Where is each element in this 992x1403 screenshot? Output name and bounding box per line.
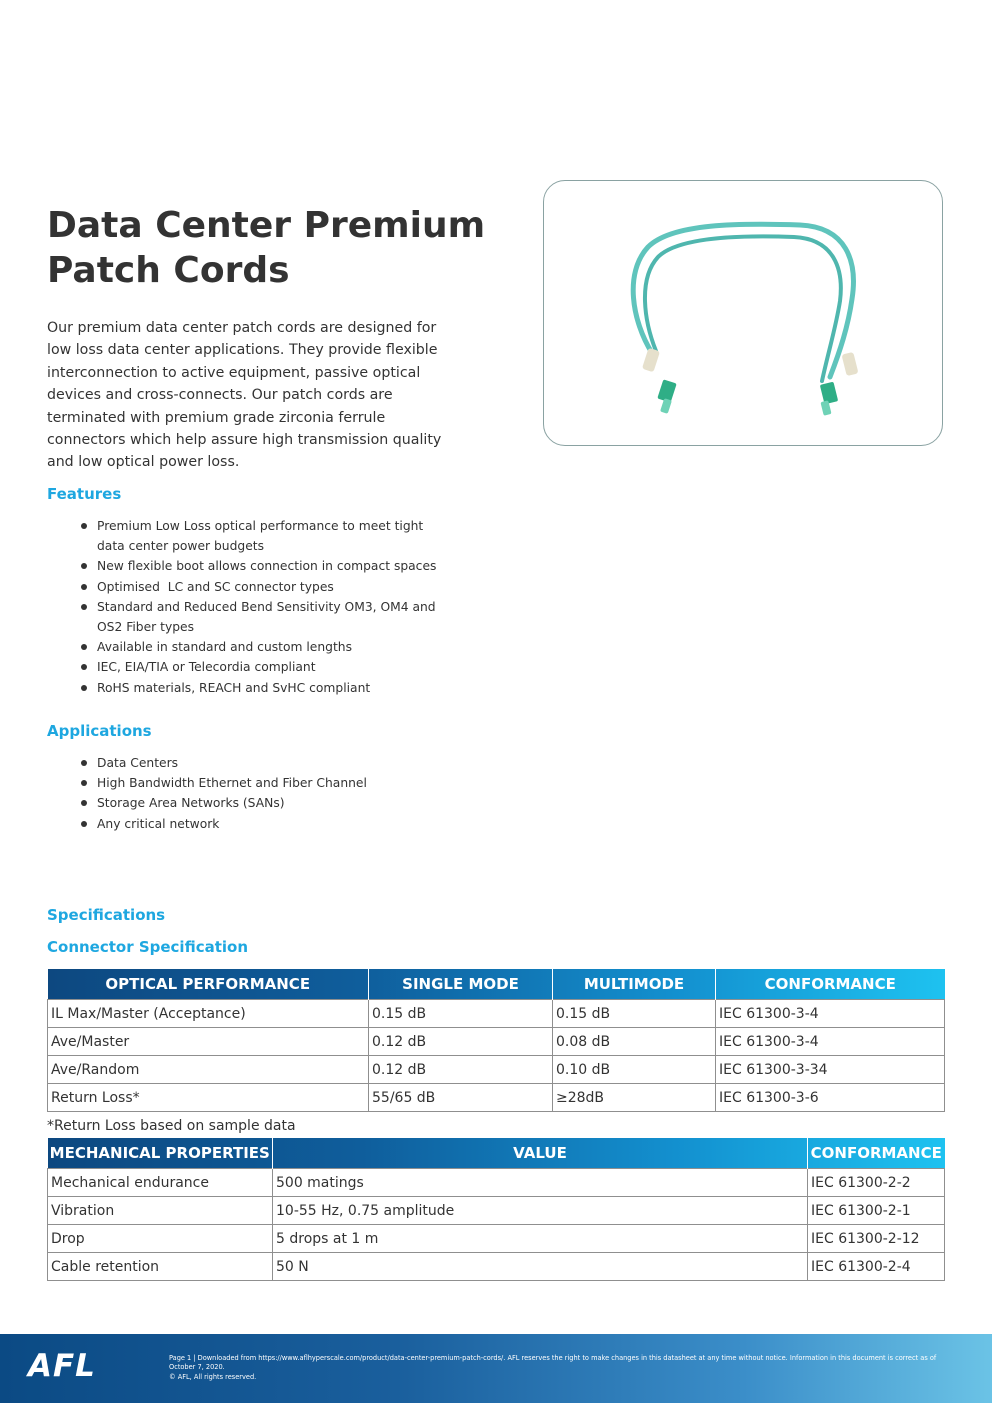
bullet-icon [81,604,87,610]
table-cell: IEC 61300-2-2 [808,1169,945,1197]
table-header-row [48,969,945,1000]
table-cell: Ave/Random [48,1056,369,1084]
table-header-cell: CONFORMANCE [808,1138,945,1169]
optical-performance-table [47,969,945,1112]
list-item: Optimised LC and SC connector types [79,577,449,597]
table-cell: IEC 61300-3-4 [716,1028,945,1056]
page-title: Data Center Premium Patch Cords [47,205,486,291]
bullet-icon [81,563,87,569]
list-item: RoHS materials, REACH and SvHC compliant [79,678,449,698]
footer-text [169,1354,969,1382]
table-header-cell: MECHANICAL PROPERTIES [48,1138,273,1169]
patch-cord-icon [544,181,943,446]
table-header-cell: VALUE [273,1138,808,1169]
table-header-row [48,1138,945,1169]
bullet-icon [81,760,87,766]
list-item: IEC, EIA/TIA or Telecordia compliant [79,657,449,677]
intro-paragraph: Our premium data center patch cords are designed for low loss data center applications. They provide flexible interconnection to active equipment, passive optical devices and cross-connects. Our patch cords are terminated with premium grade zirconia ferrule connectors which help assure high transmission quality and low optical power loss. [47,320,442,471]
table-cell: Ave/Master [48,1028,369,1056]
list-item: New flexible boot allows connection in compact spaces [79,556,449,576]
table-cell: IEC 61300-2-1 [808,1197,945,1225]
list-item: Premium Low Loss optical performance to meet tight data center power budgets [79,516,449,556]
bullet-icon [81,644,87,650]
bullet-icon [81,523,87,529]
return-loss-footnote: *Return Loss based on sample data [47,1118,296,1134]
table-cell: 500 matings [273,1169,808,1197]
bullet-icon [81,800,87,806]
list-item: Storage Area Networks (SANs) [79,793,449,813]
table-cell: Cable retention [48,1253,273,1281]
table-row [48,1000,945,1028]
footer-line: © AFL, All rights reserved. [169,1372,257,1381]
bullet-icon [81,821,87,827]
table-cell: IEC 61300-2-12 [808,1225,945,1253]
afl-logo: AFL [28,1348,96,1384]
table-cell: IEC 61300-3-6 [716,1084,945,1112]
table-row [48,1225,945,1253]
table-cell: 55/65 dB [369,1084,553,1112]
table-cell: 0.15 dB [369,1000,553,1028]
table-row [48,1197,945,1225]
table-cell: IEC 61300-3-34 [716,1056,945,1084]
table-cell: IEC 61300-3-4 [716,1000,945,1028]
table-cell: IEC 61300-2-4 [808,1253,945,1281]
table-cell: 10-55 Hz, 0.75 amplitude [273,1197,808,1225]
table-cell: Mechanical endurance [48,1169,273,1197]
footer-line: October 7, 2020. [169,1363,225,1372]
applications-list [79,753,449,834]
table-header-cell: MULTIMODE [553,969,716,1000]
list-item: Any critical network [79,814,449,834]
bullet-icon [81,584,87,590]
table-cell: 0.12 dB [369,1028,553,1056]
table-cell: ≥28dB [553,1084,716,1112]
mechanical-properties-table [47,1138,945,1281]
table-row [48,1056,945,1084]
page-footer [0,1334,992,1403]
bullet-icon [81,664,87,670]
features-heading: Features [47,485,122,503]
table-cell: 5 drops at 1 m [273,1225,808,1253]
bullet-icon [81,780,87,786]
table-cell: 0.12 dB [369,1056,553,1084]
list-item: Standard and Reduced Bend Sensitivity OM3, OM4 and OS2 Fiber types [79,597,449,637]
table-row [48,1084,945,1112]
table-cell: 0.08 dB [553,1028,716,1056]
applications-heading: Applications [47,722,152,740]
table-cell: 50 N [273,1253,808,1281]
list-item: High Bandwidth Ethernet and Fiber Channel [79,773,449,793]
table-row [48,1169,945,1197]
bullet-icon [81,685,87,691]
table-header-cell: CONFORMANCE [716,969,945,1000]
footer-line: Page 1 | Downloaded from https://www.aflhyperscale.com/product/data-center-premium-patch-cords/. AFL reserves the right to make changes in this datasheet at any time without notice. Information in this document is correct as of [169,1354,937,1362]
list-item: Available in standard and custom lengths [79,637,449,657]
table-row [48,1028,945,1056]
table-cell: IL Max/Master (Acceptance) [48,1000,369,1028]
specifications-heading: Specifications [47,906,166,924]
connector-spec-heading: Connector Specification [47,938,249,956]
table-cell: 0.10 dB [553,1056,716,1084]
product-image [543,180,943,446]
list-item: Data Centers [79,753,449,773]
features-list [79,516,449,698]
table-header-cell: OPTICAL PERFORMANCE [48,969,369,1000]
table-cell: Vibration [48,1197,273,1225]
table-row [48,1253,945,1281]
table-cell: 0.15 dB [553,1000,716,1028]
table-cell: Drop [48,1225,273,1253]
table-header-cell: SINGLE MODE [369,969,553,1000]
table-cell: Return Loss* [48,1084,369,1112]
